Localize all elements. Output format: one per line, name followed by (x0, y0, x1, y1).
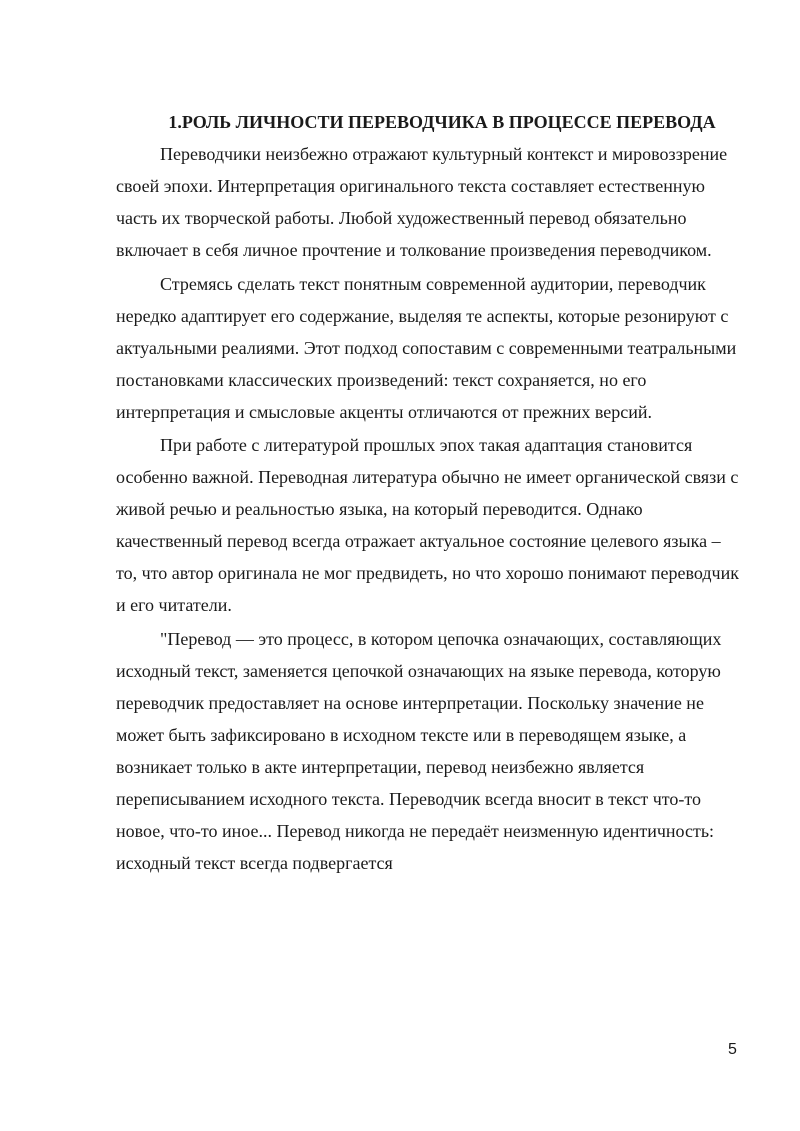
page-number: 5 (728, 1041, 737, 1058)
section-heading: 1.РОЛЬ ЛИЧНОСТИ ПЕРЕВОДЧИКА В ПРОЦЕССЕ ПЕРЕВОДА (168, 112, 716, 132)
page-content (116, 106, 742, 879)
paragraph-4: "Перевод — это процесс, в котором цепочка означающих, составляющих исходный текст, заменяется цепочкой означающих на языке перевода, которую переводчик предоставляет на основе интерпретации. Поскольку значение не может быть зафиксировано в исходном тексте или в переводящем языке, а возникает только в акте интерпретации, перевод неизбежно является переписыванием исходного текста. Переводчик всегда вносит в текст что-то новое, что-то иное... Перевод никогда не передаёт неизменную идентичность: исходный текст всегда подвергается (116, 628, 722, 873)
paragraph-1: Переводчики неизбежно отражают культурный контекст и мировоззрение своей эпохи. Интерпретация оригинального текста составляет естественную часть их творческой работы. Любой художественный перевод обязательно включает в себя личное прочтение и толкование произведения переводчиком. (116, 144, 728, 260)
paragraph-2: Стремясь сделать текст понятным современной аудитории, переводчик нередко адаптирует его содержание, выделяя те аспекты, которые резонируют с актуальными реалиями. Этот подход сопоставим с современными театральными постановками классических произведений: текст сохраняется, но его интерпретация и смысловые акценты отличаются от прежних версий. (116, 273, 737, 422)
paragraph-3: При работе с литературой прошлых эпох такая адаптация становится особенно важной. Переводная литература обычно не имеет органической связи с живой речью и реальностью языка, на который переводится. Однако качественный перевод всегда отражает актуальное состояние целевого языка – то, что автор оригинала не мог предвидеть, но что хорошо понимают переводчик и его читатели. (116, 435, 739, 616)
